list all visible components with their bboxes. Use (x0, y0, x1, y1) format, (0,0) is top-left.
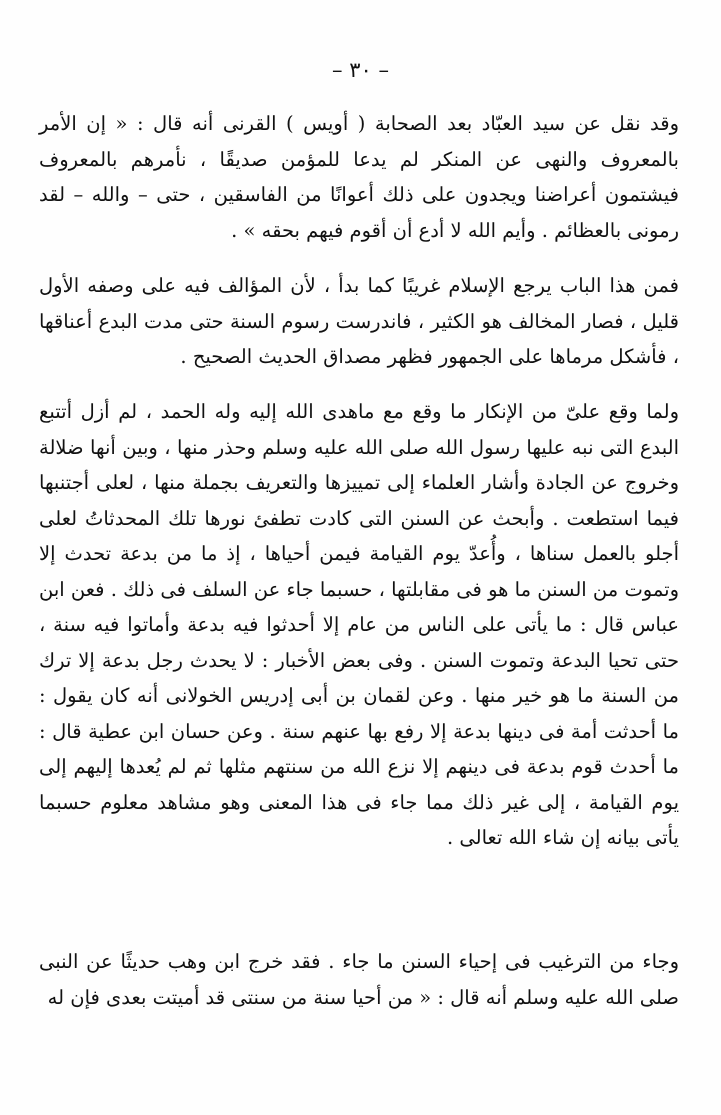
paragraph-3: ولما وقع علىّ من الإنكار ما وقع مع ماهدى الله إليه وله الحمد ، لم أزل أتتبع البدع التى نبه عليها رسول الله صلى الله عليه وسلم وحذر منها ، وبين أنها ضلالة وخروج عن الجادة وأشار العلماء إلى تمييزها والتعريف بجملة منها ، لعلى أجتنبها فيما استطعت . وأبحث عن السنن التى كادت تطفئ نورها تلك المحدثاتُ لعلى أجلو بالعمل سناها ، وأُعدّ يوم القيامة فيمن أحياها ، إذ ما من بدعة تحدث إلا وتموت من السنن ما هو فى مقابلتها ، حسبما جاء عن السلف فى ذلك . فعن ابن عباس قال : ما يأتى على الناس من عام إلا أحدثوا فيه بدعة وأماتوا فيه سنة ، حتى تحيا البدعة وتموت السنن . وفى بعض الأخبار : لا يحدث رجل بدعة إلا ترك من السنة ما هو خير منها . وعن لقمان بن أبى إدريس الخولانى أنه كان يقول : ما أحدثت أمة فى دينها بدعة إلا رفع بها عنهم سنة . وعن حسان ابن عطية قال : ما أحدث قوم بدعة فى دينهم إلا نزع الله من سنتهم مثلها ثم لم يُعدها إليهم إلى يوم القيامة ، إلى غير ذلك مما جاء فى هذا المعنى وهو مشاهد معلوم حسبما يأتى بيانه إن شاء الله تعالى . (39, 400, 679, 849)
paragraph-1: وقد نقل عن سيد العبّاد بعد الصحابة ( أويس ) القرنى أنه قال : « إن الأمر بالمعروف والنهى عن المنكر لم يدعا للمؤمن صديقًا ، نأمرهم بالمعروف فيشتمون أعراضنا ويجدون على ذلك أعوانًا من الفاسقين ، حتى – والله – لقد رمونى بالعظائم . وأيم الله لا أدع أن أقوم فيهم بحقه » . (39, 112, 679, 242)
paragraph-2: فمن هذا الباب يرجع الإسلام غريبًا كما بدأ ، لأن المؤالف فيه على وصفه الأول قليل ، فصار المخالف هو الكثير ، فاندرست رسوم السنة حتى مدت البدع أعناقها ، فأشكل مرماها على الجمهور فظهر مصداق الحديث الصحيح . (39, 274, 679, 368)
page-number: – ٣٠ – (332, 58, 389, 82)
paragraph-4: وجاء من الترغيب فى إحياء السنن ما جاء . فقد خرج ابن وهب حديثًا عن النبى صلى الله عليه وسلم أنه قال : « من أحيا سنة من سنتى قد أميتت بعدى فإن له (39, 950, 679, 1009)
